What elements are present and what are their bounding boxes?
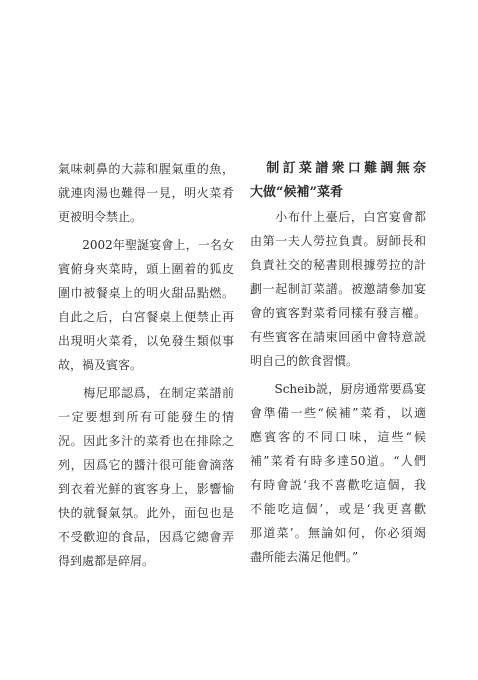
text-line: 況。因此多汁的菜肴也在排除之 — [58, 434, 234, 448]
text-line: 一定要想到所有可能發生的情 — [58, 410, 234, 424]
text-line: 列，因爲它的醬汁很可能會滴落 — [58, 458, 234, 472]
text-line: 會準備一些“候補”菜肴，以適 — [250, 406, 426, 420]
text-line: 到衣着光鮮的賓客身上，影響愉 — [58, 482, 234, 496]
text-line: 補”菜肴有時多達50道。“人們 — [250, 454, 426, 468]
section-heading: 制訂菜譜衆口難調無奈 — [250, 161, 426, 176]
text-line: 氣味刺鼻的大蒜和腥氣重的魚， — [58, 162, 234, 176]
text-line: 明自己的飲食習慣。 — [250, 354, 359, 368]
text-line: 盡所能去滿足他們。” — [250, 550, 359, 564]
text-line: 更被明令禁止。 — [58, 210, 143, 224]
text-line: 自此之后，白宮餐桌上便禁止再 — [58, 310, 234, 324]
text-line: 小布什上臺后，白宮宴會都 — [250, 210, 426, 224]
text-line: 賓俯身夾菜時，頭上圍着的狐皮 — [58, 262, 234, 276]
text-line: 故，禍及賓客。 — [58, 358, 143, 372]
right-column — [250, 157, 426, 569]
text-line: 2002年聖誕宴會上，一名女 — [58, 238, 234, 252]
text-line: 快的就餐氣氛。此外，面包也是 — [58, 506, 234, 520]
text-line: Scheib説，厨房通常要爲宴 — [250, 382, 426, 396]
text-line: 負責社交的秘書則根據勞拉的計 — [250, 258, 426, 272]
text-line: 應賓客的不同口味，這些“候 — [250, 430, 426, 444]
text-line: 有時會説‘我不喜歡吃這個，我 — [250, 478, 426, 492]
text-line: 梅尼耶認爲，在制定菜譜前 — [58, 386, 234, 400]
text-line: 那道菜’。無論如何，你必須竭 — [250, 526, 426, 540]
text-line: 就連肉湯也難得一見，明火菜肴 — [58, 186, 234, 200]
text-line: 有些賓客在請柬回函中會特意説 — [250, 330, 426, 344]
left-column — [58, 157, 234, 573]
section-heading: 大做“候補”菜肴 — [250, 185, 343, 200]
text-line: 由第一夫人勞拉負責。厨師長和 — [250, 234, 426, 248]
text-line: 不受歡迎的食品，因爲它總會弄 — [58, 530, 234, 544]
text-line: 出現明火菜肴，以免發生類似事 — [58, 334, 234, 348]
text-line: 得到處都是碎屑。 — [58, 554, 155, 568]
text-line: 劃一起制訂菜譜。被邀請參加宴 — [250, 282, 426, 296]
text-line: 圍巾被餐桌上的明火甜品點燃。 — [58, 286, 234, 300]
text-line: 不能吃這個’，或是‘我更喜歡 — [250, 502, 426, 516]
text-line: 會的賓客對菜肴同樣有發言權。 — [250, 306, 426, 320]
